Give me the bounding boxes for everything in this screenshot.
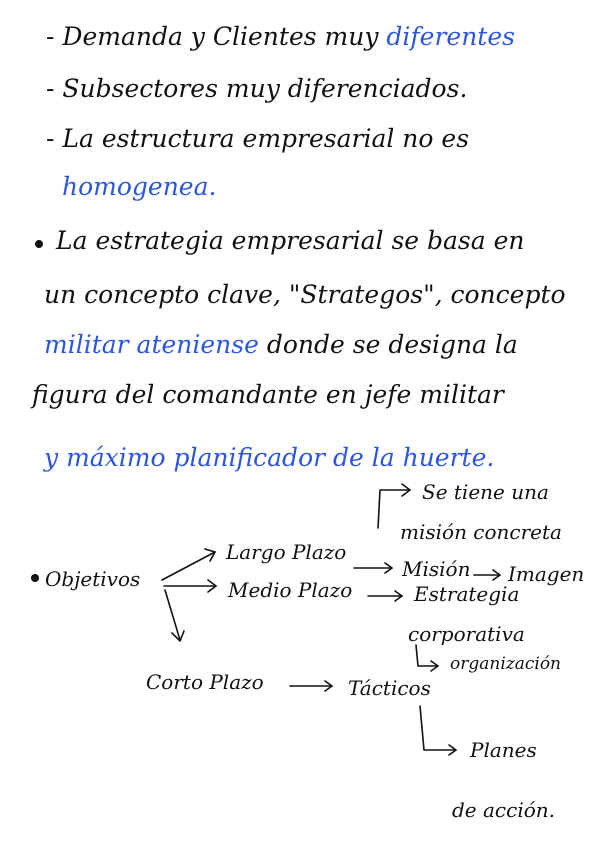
paragraph-line-1: La estrategia empresarial se basa en [56, 226, 525, 255]
arrow-tacticos-planes [420, 706, 456, 750]
highlight-text: militar ateniense [44, 330, 259, 359]
node-mision: Misión [402, 557, 471, 581]
dash-marker: - [46, 124, 55, 153]
list-text: Demanda y Clientes muy [62, 22, 387, 51]
node-largo-plazo: Largo Plazo [226, 540, 347, 564]
node-organizacion: organización [450, 654, 561, 674]
dash-marker: - [46, 22, 55, 51]
paragraph-line-2: un concepto clave, "Strategos", concepto [44, 280, 566, 309]
paragraph-line-4: figura del comandante en jefe militar [32, 380, 504, 409]
node-medio-plazo: Medio Plazo [228, 578, 353, 602]
node-mision-note-2: misión concreta [400, 520, 562, 544]
list-text: Subsectores muy diferenciados. [62, 74, 468, 103]
dash-marker: - [46, 74, 55, 103]
node-objetivos: Objetivos [45, 567, 141, 591]
node-imagen: Imagen [508, 562, 585, 586]
node-estrategia: Estrategia [414, 582, 520, 606]
node-tacticos: Tácticos [348, 676, 431, 700]
bullet-point [31, 574, 39, 582]
node-corporativa: corporativa [408, 622, 525, 646]
arrow-largo [162, 552, 215, 580]
node-planes-de-accion: de acción. [452, 798, 555, 822]
node-corto-plazo: Corto Plazo [146, 670, 264, 694]
paragraph-text: donde se designa la [258, 330, 518, 359]
list-item-homogenea: homogenea. [62, 172, 217, 201]
list-text: La estructura empresarial no es [62, 124, 470, 153]
node-planes: Planes [470, 738, 537, 762]
highlight-text: diferentes [386, 22, 515, 51]
paragraph-line-5: y máximo planificador de la huerte. [44, 443, 495, 472]
node-mision-note-1: Se tiene una [422, 480, 549, 504]
